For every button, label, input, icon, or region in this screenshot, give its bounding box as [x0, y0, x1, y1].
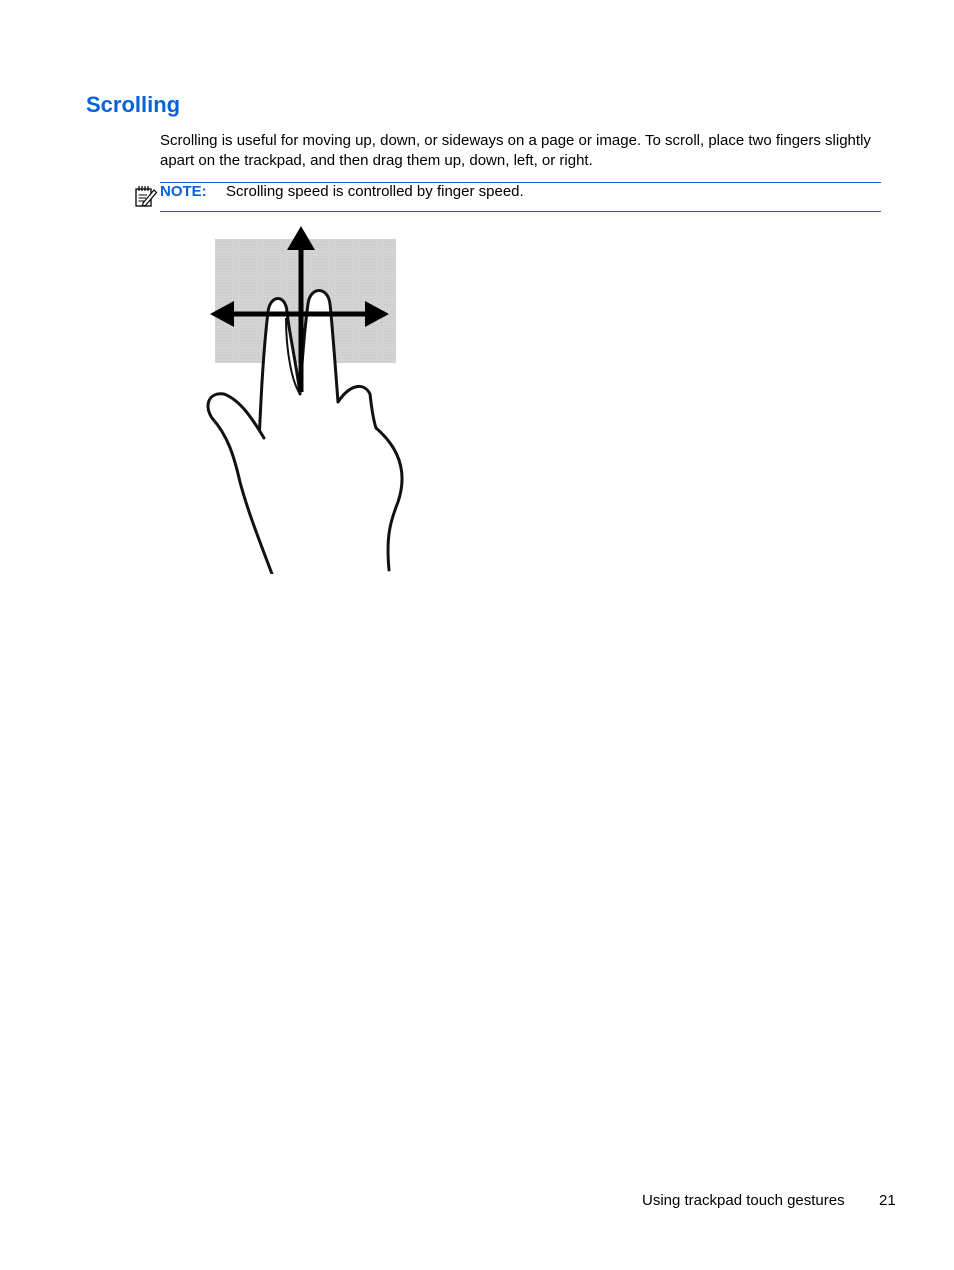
page-number: 21	[879, 1192, 896, 1209]
body-paragraph: Scrolling is useful for moving up, down, or sideways on a page or image. To scroll, place two fingers slightly apart on the trackpad, and then drag them up, down, left, or right.	[160, 132, 871, 169]
note-label: NOTE:	[160, 183, 207, 200]
two-finger-scroll-illustration	[200, 222, 420, 574]
note-box	[160, 182, 881, 212]
note-pad-icon	[134, 184, 158, 208]
footer-title: Using trackpad touch gestures	[642, 1192, 845, 1209]
note-text: Scrolling speed is controlled by finger speed.	[226, 183, 524, 200]
section-heading: Scrolling	[86, 92, 181, 117]
